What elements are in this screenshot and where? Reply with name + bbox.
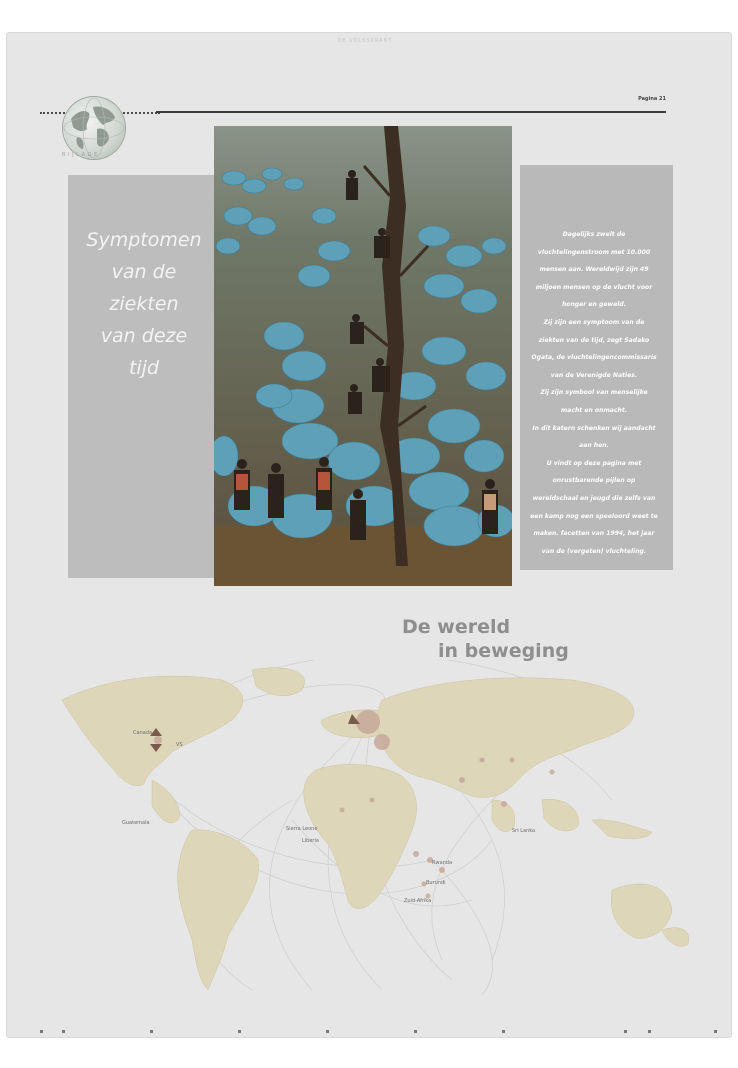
intro-paragraph: U vindt op deze pagina met onrustbarende pijlen op wereldschaal en jeugd die zelfs van een kamp nog een speeloord weet te maken. facetten van 1994, het jaar van de (vergeten) vluchteling. xyxy=(530,459,658,555)
world-migration-map xyxy=(52,660,712,1000)
headline-line: ziekten xyxy=(109,293,179,315)
intro-text xyxy=(530,226,658,560)
map-label: Canada xyxy=(133,730,153,736)
page-number: Pagina 21 xyxy=(638,96,666,102)
supplement-label: BIJLAGE xyxy=(62,152,100,158)
map-label: Liberia xyxy=(302,838,319,844)
map-label: Zuid-Afrika xyxy=(404,898,432,904)
map-label: Guatemala xyxy=(122,820,150,826)
map-label: Burundi xyxy=(426,880,446,886)
intro-paragraph: Dagelijks zwelt de vluchtelingenstroom met 10.000 mensen aan. Wereldwijd zijn 49 miljoen mensen op de vlucht voor honger en geweld. xyxy=(535,231,653,309)
map-title-line: in beweging xyxy=(438,640,569,662)
map-title xyxy=(370,615,590,663)
map-label: Sierra Leone xyxy=(286,826,318,832)
map-title-line: De wereld xyxy=(402,616,511,638)
headline-line: tijd xyxy=(128,357,160,379)
map-label: Sri Lanka xyxy=(512,828,536,834)
top-masthead-faint: DE VOLKSKRANT xyxy=(337,38,393,44)
headline xyxy=(74,224,214,384)
headline-line: van de xyxy=(111,261,177,283)
intro-paragraph: In dit katern schenken wij aandacht aan hen. xyxy=(532,424,656,450)
headline-line: Symptomen xyxy=(86,229,202,251)
headline-line: van deze xyxy=(100,325,188,347)
intro-paragraph: Zij zijn een symptoom van de ziekten van de tijd, zegt Sadako Ogata, de vluchtelingencommissaris van de Verenigde Naties. xyxy=(531,318,657,379)
header-solid-rule xyxy=(156,111,666,113)
intro-paragraph: Zij zijn symbool van menselijke macht en onmacht. xyxy=(540,389,648,414)
print-registration-marks xyxy=(0,1030,738,1040)
map-label: Rwanda xyxy=(432,860,453,866)
globe-icon xyxy=(63,97,125,159)
refugee-camp-photo xyxy=(214,126,512,586)
map-label: VS xyxy=(176,742,183,748)
